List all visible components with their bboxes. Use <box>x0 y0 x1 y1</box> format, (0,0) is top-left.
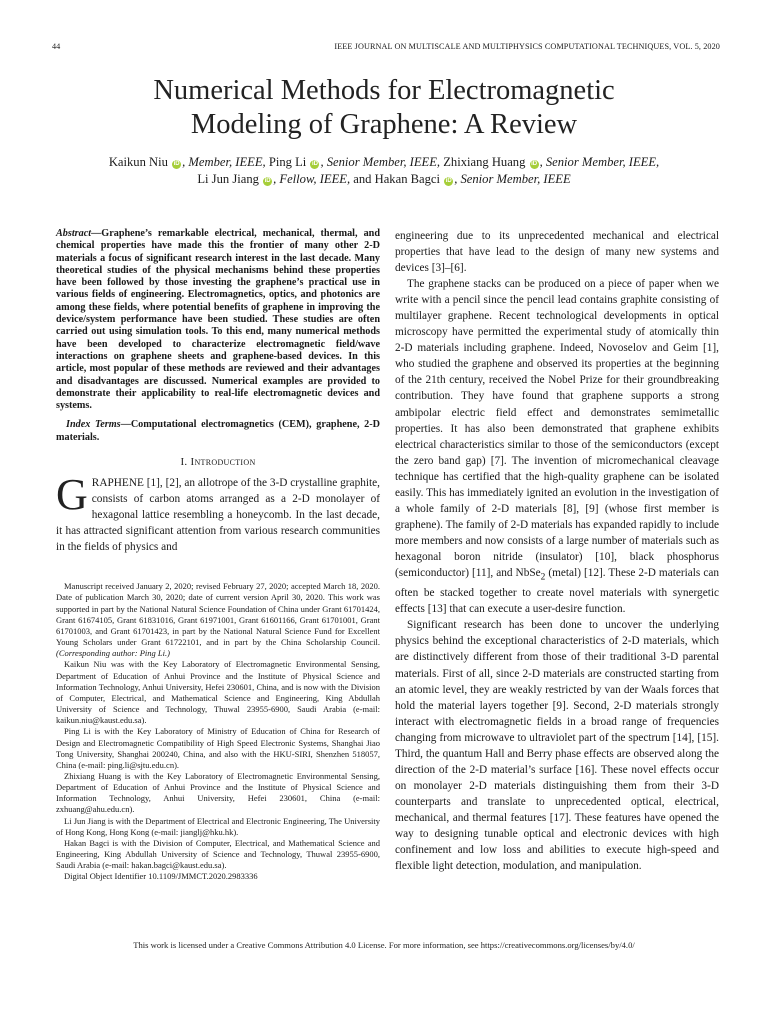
intro-paragraph <box>56 470 380 555</box>
author-role: , Senior Member, IEEE <box>454 172 571 186</box>
footnote-niu: Kaikun Niu was with the Key Laboratory of Electromagnetic Environmental Sensing, Department of Education of Anhui Province and the Institute of Physical Science and Information Technology, Anhui University, Hefei 230601, China, and is now with the Division of Computer, Electrical, and Mathematical Science and Engineering, King Abdullah University of Science and Technology, Thuwal 23955-6900, Saudi Arabia (e-mail: kaikun.niu@kaust.edu.sa). <box>56 659 380 726</box>
index-terms-label: Index Terms <box>66 419 121 431</box>
index-terms <box>56 419 380 444</box>
author-separator: and <box>350 172 375 186</box>
author-line-2 <box>40 171 728 188</box>
orcid-icon[interactable]: iD <box>445 178 452 184</box>
author-role: , Fellow, IEEE, <box>273 172 351 186</box>
author-role: , Member, IEEE, <box>182 155 266 169</box>
index-terms-text: —Computational electromagnetics (CEM), graphene, 2-D materials. <box>56 419 380 443</box>
body-paragraph: engineering due to its unprecedented mechanical and electrical properties that have lead to the design of many new systems and devices [3]–[6]. <box>395 230 719 275</box>
body-paragraph: The graphene stacks can be produced on a piece of paper when we write with a pencil since the pencil lead contains graphite consisting of multilayer graphene. Recent technological developments in optical microscopy have permitted the experimental study of atomically thin 2-D materials including graphene. Indeed, Novoselov and Geim [1], who studied the graphene and observed its properties at the beginning of the 21th century, received the Nobel Prize for their groundbreaking contribution. They have found that graphene supports a strong ambipolar electric field effect and demonstrates semimetallic properties. It has also been demonstrated that graphene exhibits electrical characteristics similar to those of the semiconductors (except the zero band gap) [7]. The invention of micromechanical cleavage technique has certified that the high-quality graphene can be isolated easily. This has immediately ignited an evolution in the investigation of a whole family of 2-D materials [8], [9] (whose first member is graphene). The family of 2-D materials has expanded rapidly to include more members and now consists of a large number of materials such as hexagonal boron nitride (insulator) [10], black phosphorus (semiconductor) [11], and NbSe$_2$ (metal) [12]. These 2-D materials can often be stacked together to create novel materials with synergetic effects [13] that can execute a user-desire function. <box>395 278 719 616</box>
abstract-label: Abstract <box>56 228 92 239</box>
section-heading: I. Introduction <box>180 456 256 469</box>
license-footer: This work is licensed under a Creative Commons Attribution 4.0 License. For more information, see https://creativecommons.org/licenses/by/4.0/ <box>133 940 635 950</box>
drop-cap: G <box>56 470 88 520</box>
author-list <box>40 154 728 188</box>
abstract <box>56 228 380 412</box>
right-column <box>395 228 719 874</box>
orcid-icon[interactable]: iD <box>264 178 271 184</box>
footnote-bagci: Hakan Bagci is with the Division of Computer, Electrical, and Mathematical Science and Engineering, King Abdullah University of Science and Technology, Thuwal 23955-6900, Saudi Arabia (e-mail: hakan.bagci@kaust.edu.sa). <box>56 837 380 871</box>
abstract-text: —Graphene’s remarkable electrical, mechanical, thermal, and chemical properties have made this the frontier of many other 2-D materials a focus of significant research interest in the last decade. Many theoretical studies of the physical mechanisms behind these properties have been followed by those investing the graphene’s practical use in various fields of engineering. Electromagnetics, optics, and photonics are among these fields, where potential benefits of graphene in improving the device/system performance have been studied. These studies are often carried out using simulation tools. To this end, many numerical methods have been developed to characterize electromagnetic field/wave interactions on graphene sheets and graphene-based devices. In this article, most popular of these methods are reviewed and their advantages and disadvantages are discussed. Numerical examples are provided to demonstrate their applicability to real-life electromagnetic devices and systems. <box>56 228 380 412</box>
footnote-jiang: Li Jun Jiang is with the Department of Electrical and Electronic Engineering, The University of Hong Kong, Hong Kong (e-mail: jianglj@hku.hk). <box>56 815 380 837</box>
intro-text: RAPHENE [1], [2], an allotrope of the 3-D crystalline graphite, consists of carbon atoms arranged as a 2-D monolayer of hexagonal lattice resembling a honeycomb. In the last decade, it has attracted significant attention from various research communities in the fields of physics and <box>56 477 380 554</box>
author-name: Kaikun Niu <box>108 155 168 169</box>
author-name: Hakan Bagci <box>374 172 441 186</box>
paper-title <box>60 74 708 142</box>
orcid-icon[interactable]: iD <box>311 161 318 167</box>
journal-name: IEEE JOURNAL ON MULTISCALE AND MULTIPHYSICS COMPUTATIONAL TECHNIQUES, VOL. 5, 2020 <box>334 42 720 51</box>
footnote-doi: Digital Object Identifier 10.1109/JMMCT.2020.2983336 <box>64 871 258 882</box>
footnote-huang: Zhixiang Huang is with the Key Laboratory of Electromagnetic Environmental Sensing, Department of Education of Anhui Province and the Institute of Physical Science and Information Technology, Anhui University, Hefei 230601, China (e-mail: zxhuang@ahu.edu.cn). <box>56 770 380 815</box>
running-header <box>52 42 720 54</box>
orcid-icon[interactable]: iD <box>173 161 180 167</box>
orcid-icon[interactable]: iD <box>531 161 538 167</box>
corresponding-author: (Corresponding author: Ping Li.) <box>56 648 170 659</box>
footnote-manuscript: Manuscript received January 2, 2020; revised February 27, 2020; accepted March 18, 2020. Date of publication March 30, 2020; date of current version April 30, 2020. This work was supported in part by the National Natural Science Foundation of China under Grant 61701424, Grant 61674105, Grant 61831016, Grant 61971001, Grant 61601166, Grant 61701001, Grant 61701003, and Grant 61701423, in part by the National Natural Science Fund for Excellent Young Scholars under Grant 61722101, and in part by the China Scholarship Council. (Corresponding author: Ping Li.) <box>56 581 380 659</box>
page-number: 44 <box>52 42 61 51</box>
author-role: , Senior Member, IEEE, <box>320 155 441 169</box>
author-name: Li Jun Jiang <box>197 172 259 186</box>
author-role: , Senior Member, IEEE, <box>539 155 660 169</box>
author-name: Ping Li <box>268 155 307 169</box>
subscript: 2 <box>540 572 546 583</box>
body-paragraph: Significant research has been done to uncover the underlying physics behind the exceptional characteristics of 2-D materials, which are distinctively different from those of their traditional 3-D parental materials. First of all, since 2-D materials are constructed starting from an atomic level, they are weakly restricted by van der Waals forces that hold the material layers together [9]. Second, 2-D materials strongly interact with electromagnetic fields in a broad range of frequencies changing from microwave to ultraviolet part of the spectrum [14], [15]. Third, the quantum Hall and Berry phase effects are observed along the direction of the 2-D material’s surface [16]. These novel effects occur on monolayer 2-D materials distinguishing them from their 3-D counterparts and translate to unprecedented optical, electrical, mechanical, and thermal features [17]. These features have opened the way to designing tunable optical and electronic devices with high confinement and low loss and abilities to execute high-speed and flexible light detection, modulation, and manipulation. <box>395 619 719 873</box>
title-line-2: Modeling of Graphene: A Review <box>190 109 578 140</box>
author-name: Zhixiang Huang <box>443 155 526 169</box>
author-line-1 <box>40 154 728 171</box>
footnotes <box>56 581 380 882</box>
left-column <box>56 228 380 883</box>
footnote-li: Ping Li is with the Key Laboratory of Ministry of Education of China for Research of Design and Electromagnetic Compatibility of High Speed Electronic Systems, Shanghai Jiao Tong University, Shanghai 200240, China, and also with the HKU-SIRI, Shenzhen 518057, China (e-mail: ping.li@sjtu.edu.cn). <box>56 726 380 770</box>
title-line-1: Numerical Methods for Electromagnetic <box>153 75 615 106</box>
